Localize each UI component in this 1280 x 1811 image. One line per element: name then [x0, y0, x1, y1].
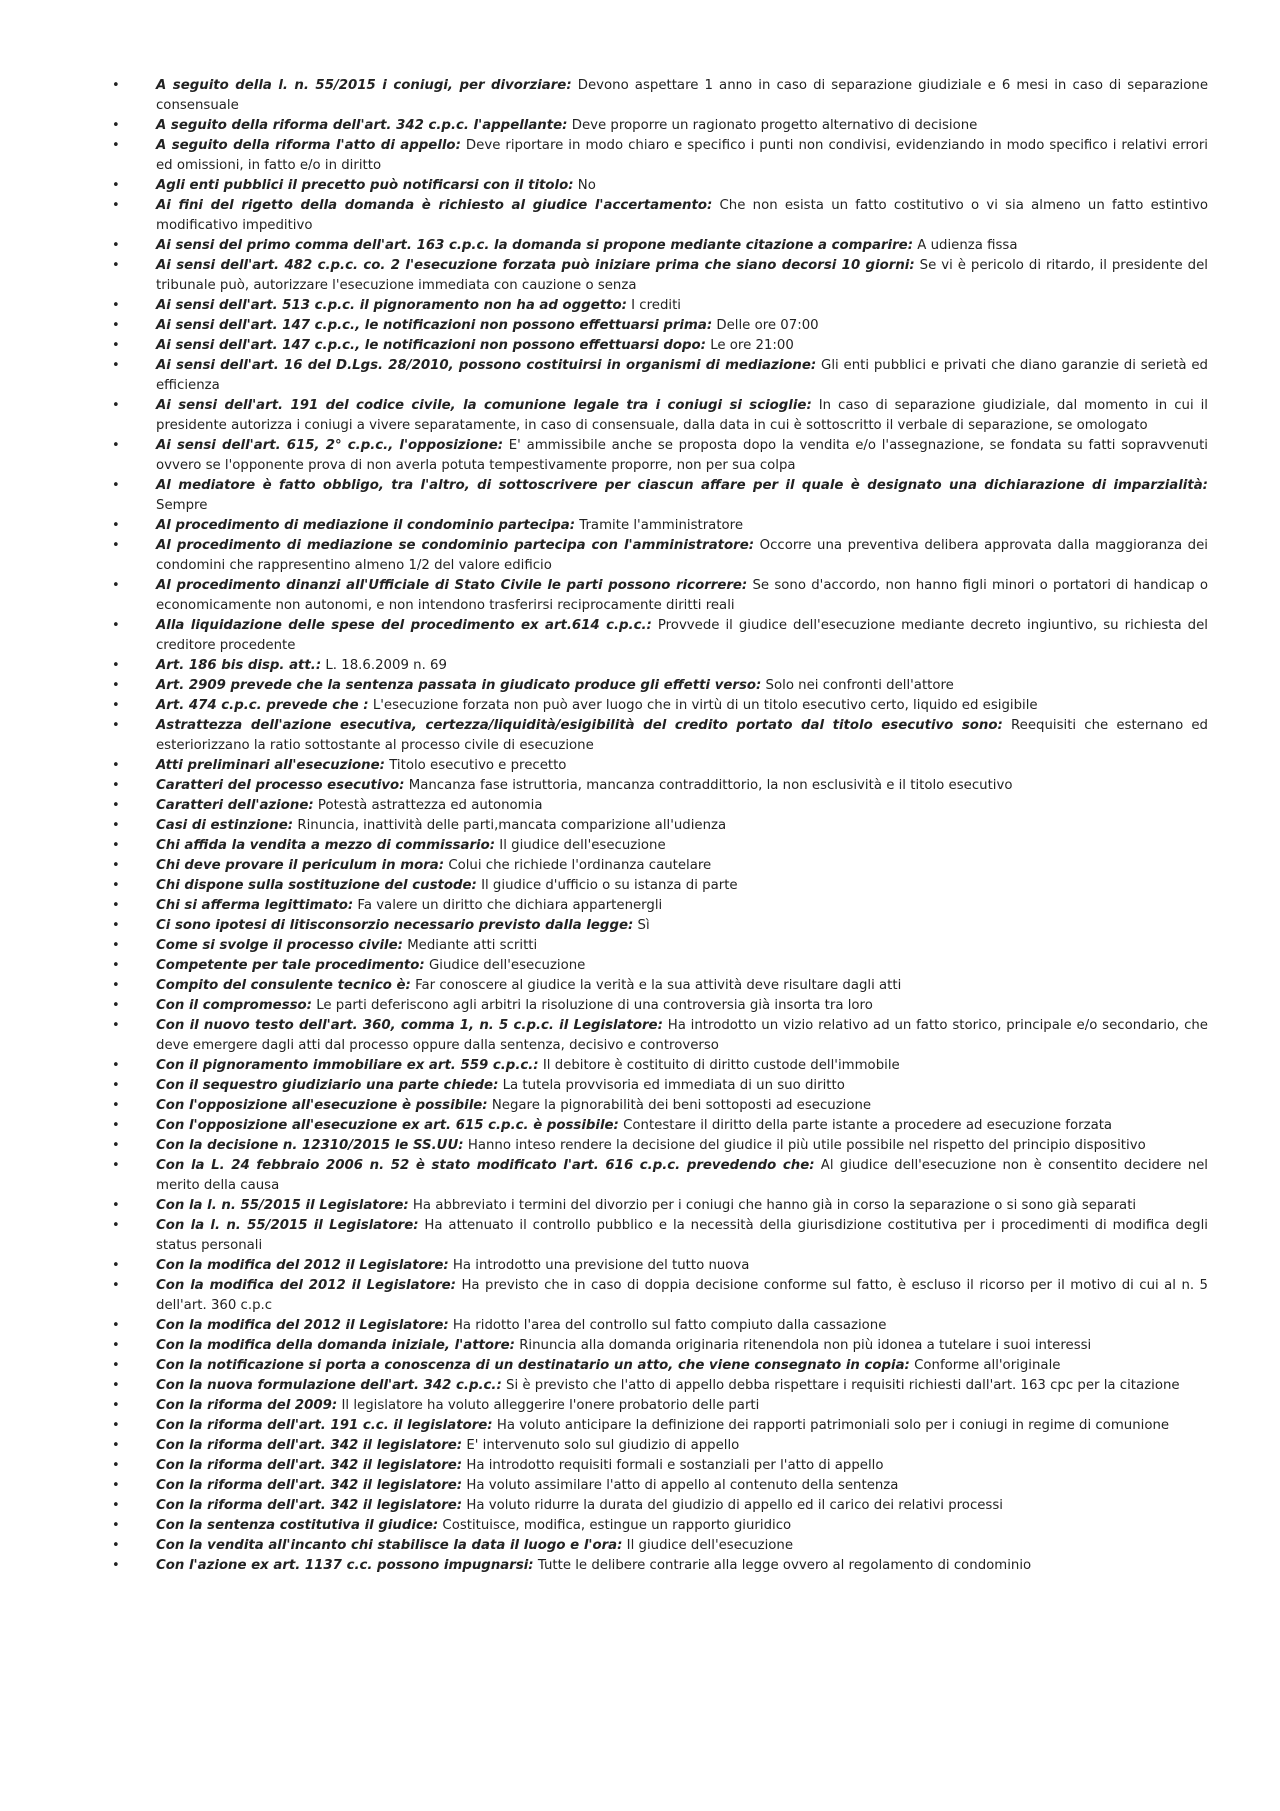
question-text: A seguito della riforma l'atto di appello:	[156, 138, 461, 153]
answer-text: Ha introdotto requisiti formali e sostanziali per l'atto di appello	[466, 1458, 884, 1473]
question-text: Ai sensi dell'art. 191 del codice civile, la comunione legale tra i coniugi si scioglie:	[156, 398, 812, 413]
question-text: Al procedimento di mediazione se condominio partecipa con l'amministratore:	[156, 538, 755, 553]
qa-item	[112, 1496, 1208, 1516]
answer-text: Far conoscere al giudice la verità e la sua attività deve risultare dagli atti	[415, 978, 902, 993]
answer-text: Ha introdotto una previsione del tutto nuova	[452, 1258, 750, 1273]
bullet-icon: •	[112, 998, 120, 1013]
answer-text: Fa valere un diritto che dichiara appartenergli	[357, 898, 663, 913]
qa-list	[112, 76, 1208, 1576]
answer-text: Sì	[637, 918, 650, 933]
answer-text: Ha voluto assimilare l'atto di appello al contenuto della sentenza	[466, 1478, 899, 1493]
question-text: Caratteri del processo esecutivo:	[156, 778, 405, 793]
question-text: Astrattezza dell'azione esecutiva, certezza/liquidità/esigibilità del credito portato dal titolo esecutivo sono:	[156, 718, 1003, 733]
question-text: Art. 474 c.p.c. prevede che :	[156, 698, 369, 713]
bullet-icon: •	[112, 538, 120, 553]
question-text: Con l'azione ex art. 1137 c.c. possono impugnarsi:	[156, 1558, 534, 1573]
bullet-icon: •	[112, 718, 120, 733]
qa-item	[112, 1136, 1208, 1156]
answer-text: No	[577, 178, 596, 193]
qa-item	[112, 1076, 1208, 1096]
answer-text: Rinuncia, inattività delle parti,mancata comparizione all'udienza	[297, 818, 727, 833]
bullet-icon: •	[112, 258, 120, 273]
bullet-icon: •	[112, 698, 120, 713]
qa-item	[112, 1196, 1208, 1216]
answer-text: Ha ridotto l'area del controllo sul fatto compiuto dalla cassazione	[452, 1318, 887, 1333]
bullet-icon: •	[112, 1558, 120, 1573]
question-text: Ai sensi dell'art. 147 c.p.c., le notificazioni non possono effettuarsi prima:	[156, 318, 713, 333]
answer-text: Gli enti pubblici e privati che diano garanzie di serietà ed efficienza	[156, 358, 1208, 393]
bullet-icon: •	[112, 578, 120, 593]
bullet-icon: •	[112, 938, 120, 953]
qa-item	[112, 1096, 1208, 1116]
answer-text: Sempre	[156, 498, 208, 513]
qa-item	[112, 236, 1208, 256]
answer-text: A udienza fissa	[917, 238, 1018, 253]
question-text: Ai sensi dell'art. 16 del D.Lgs. 28/2010, possono costituirsi in organismi di mediazione:	[156, 358, 817, 373]
question-text: Con la modifica del 2012 il Legislatore:	[156, 1318, 449, 1333]
question-text: Con la l. n. 55/2015 il Legislatore:	[156, 1198, 409, 1213]
answer-text: Se vi è pericolo di ritardo, il presidente del tribunale può, autorizzare l'esecuzione immediata con cauzione o senza	[156, 258, 1208, 293]
bullet-icon: •	[112, 1018, 120, 1033]
question-text: Con la modifica del 2012 il Legislatore:	[156, 1278, 456, 1293]
answer-text: Ha voluto ridurre la durata del giudizio di appello ed il carico dei relativi processi	[466, 1498, 1003, 1513]
bullet-icon: •	[112, 1158, 120, 1173]
qa-item	[112, 576, 1208, 616]
answer-text: Contestare il diritto della parte istante a procedere ad esecuzione forzata	[623, 1118, 1113, 1133]
bullet-icon: •	[112, 1078, 120, 1093]
bullet-icon: •	[112, 298, 120, 313]
bullet-icon: •	[112, 198, 120, 213]
qa-item	[112, 776, 1208, 796]
bullet-icon: •	[112, 1278, 120, 1293]
answer-text: Delle ore 07:00	[716, 318, 819, 333]
bullet-icon: •	[112, 438, 120, 453]
answer-text: Ha previsto che in caso di doppia decisione conforme sul fatto, è escluso il ricorso per il motivo di cui al n. 5 dell'art. 360 c.p.c	[156, 1278, 1209, 1313]
qa-item	[112, 1536, 1208, 1556]
answer-text: Al giudice dell'esecuzione non è consentito decidere nel merito della causa	[156, 1158, 1208, 1193]
answer-text: Giudice dell'esecuzione	[428, 958, 586, 973]
question-text: Ai sensi del primo comma dell'art. 163 c.p.c. la domanda si propone mediante citazione a comparire:	[156, 238, 914, 253]
answer-text: Se sono d'accordo, non hanno figli minori o portatori di handicap o economicamente non autonomi, e non intendono trasferirsi reciprocamente diritti reali	[156, 578, 1208, 613]
qa-item	[112, 1456, 1208, 1476]
answer-text: Le parti deferiscono agli arbitri la risoluzione di una controversia già insorta tra loro	[316, 998, 873, 1013]
question-text: Con la riforma dell'art. 342 il legislatore:	[156, 1438, 463, 1453]
answer-text: In caso di separazione giudiziale, dal momento in cui il presidente autorizza i coniugi a vivere separatamente, in caso di consensuale, dalla data in cui è sottoscritto il verbale di separazione, se omologato	[156, 398, 1208, 433]
question-text: Con la riforma dell'art. 191 c.c. il legislatore:	[156, 1418, 493, 1433]
qa-item	[112, 1316, 1208, 1336]
qa-item	[112, 956, 1208, 976]
answer-text: Solo nei confronti dell'attore	[765, 678, 954, 693]
question-text: Atti preliminari all'esecuzione:	[156, 758, 385, 773]
answer-text: I crediti	[631, 298, 681, 313]
question-text: Competente per tale procedimento:	[156, 958, 425, 973]
qa-item	[112, 836, 1208, 856]
question-text: Con l'opposizione all'esecuzione è possibile:	[156, 1098, 488, 1113]
question-text: Alla liquidazione delle spese del procedimento ex art.614 c.p.c.:	[156, 618, 652, 633]
qa-item	[112, 356, 1208, 396]
bullet-icon: •	[112, 398, 120, 413]
answer-text: Reequisiti che esternano ed esteriorizzano la ratio sottostante al processo civile di esecuzione	[156, 718, 1209, 753]
question-text: A seguito della l. n. 55/2015 i coniugi, per divorziare:	[156, 78, 572, 93]
qa-item	[112, 1156, 1208, 1196]
bullet-icon: •	[112, 658, 120, 673]
bullet-icon: •	[112, 1258, 120, 1273]
answer-text: Devono aspettare 1 anno in caso di separazione giudiziale e 6 mesi in caso di separazione consensuale	[156, 78, 1208, 113]
question-text: Compito del consulente tecnico è:	[156, 978, 411, 993]
qa-item	[112, 936, 1208, 956]
answer-text: Tutte le delibere contrarie alla legge ovvero al regolamento di condominio	[537, 1558, 1032, 1573]
bullet-icon: •	[112, 838, 120, 853]
bullet-icon: •	[112, 358, 120, 373]
answer-text: Rinuncia alla domanda originaria ritenendola non più idonea a tutelare i suoi interessi	[519, 1338, 1092, 1353]
bullet-icon: •	[112, 1198, 120, 1213]
qa-item	[112, 436, 1208, 476]
bullet-icon: •	[112, 1498, 120, 1513]
bullet-icon: •	[112, 1538, 120, 1553]
question-text: A seguito della riforma dell'art. 342 c.p.c. l'appellante:	[156, 118, 568, 133]
question-text: Art. 2909 prevede che la sentenza passata in giudicato produce gli effetti verso:	[156, 678, 762, 693]
answer-text: Colui che richiede l'ordinanza cautelare	[448, 858, 712, 873]
qa-item	[112, 1376, 1208, 1396]
qa-item	[112, 756, 1208, 776]
answer-text: Ha introdotto un vizio relativo ad un fatto storico, principale e/o secondario, che deve emergere dagli atti dal processo oppure dalla sentenza, decisivo e controverso	[156, 1018, 1208, 1053]
question-text: Chi dispone sulla sostituzione del custode:	[156, 878, 477, 893]
question-text: Con la nuova formulazione dell'art. 342 c.p.c.:	[156, 1378, 502, 1393]
qa-item	[112, 1356, 1208, 1376]
question-text: Ci sono ipotesi di litisconsorzio necessario previsto dalla legge:	[156, 918, 634, 933]
question-text: Con la vendita all'incanto chi stabilisce la data il luogo e l'ora:	[156, 1538, 623, 1553]
question-text: Chi deve provare il periculum in mora:	[156, 858, 445, 873]
bullet-icon: •	[112, 878, 120, 893]
answer-text: Costituisce, modifica, estingue un rapporto giuridico	[442, 1518, 792, 1533]
question-text: Caratteri dell'azione:	[156, 798, 314, 813]
qa-item	[112, 1396, 1208, 1416]
answer-text: Il giudice d'ufficio o su istanza di parte	[481, 878, 738, 893]
question-text: Con la modifica della domanda iniziale, l'attore:	[156, 1338, 515, 1353]
qa-item	[112, 536, 1208, 576]
question-text: Ai fini del rigetto della domanda è richiesto al giudice l'accertamento:	[156, 198, 713, 213]
question-text: Come si svolge il processo civile:	[156, 938, 403, 953]
qa-item	[112, 896, 1208, 916]
question-text: Con la L. 24 febbraio 2006 n. 52 è stato modificato l'art. 616 c.p.c. prevedendo che:	[156, 1158, 815, 1173]
answer-text: Tramite l'amministratore	[579, 518, 744, 533]
qa-item	[112, 1016, 1208, 1056]
answer-text: Occorre una preventiva delibera approvata dalla maggioranza dei condomini che rappresentino almeno 1/2 del valore edificio	[156, 538, 1208, 573]
answer-text: E' intervenuto solo sul giudizio di appello	[466, 1438, 740, 1453]
qa-item	[112, 136, 1208, 176]
bullet-icon: •	[112, 858, 120, 873]
answer-text: Negare la pignorabilità dei beni sottoposti ad esecuzione	[491, 1098, 872, 1113]
qa-item	[112, 296, 1208, 316]
qa-item	[112, 856, 1208, 876]
qa-item	[112, 1056, 1208, 1076]
answer-text: Hanno inteso rendere la decisione del giudice il più utile possibile nel rispetto del principio dispositivo	[467, 1138, 1146, 1153]
bullet-icon: •	[112, 1098, 120, 1113]
question-text: Con la modifica del 2012 il Legislatore:	[156, 1258, 449, 1273]
question-text: Con il nuovo testo dell'art. 360, comma 1, n. 5 c.p.c. il Legislatore:	[156, 1018, 663, 1033]
qa-item	[112, 1336, 1208, 1356]
answer-text: Mediante atti scritti	[407, 938, 538, 953]
answer-text: Mancanza fase istruttoria, mancanza contraddittorio, la non esclusività e il titolo esecutivo	[408, 778, 1013, 793]
answer-text: Si è previsto che l'atto di appello debba rispettare i requisiti richiesti dall'art. 163 cpc per la citazione	[506, 1378, 1180, 1393]
qa-item	[112, 1516, 1208, 1536]
question-text: Chi affida la vendita a mezzo di commissario:	[156, 838, 496, 853]
answer-text: Conforme all'originale	[914, 1358, 1061, 1373]
bullet-icon: •	[112, 1358, 120, 1373]
answer-text: Ha attenuato il controllo pubblico e la necessità della giurisdizione costitutiva per i procedimenti di modifica degli status personali	[156, 1218, 1208, 1253]
bullet-icon: •	[112, 958, 120, 973]
bullet-icon: •	[112, 798, 120, 813]
answer-text: Ha voluto anticipare la definizione dei rapporti patrimoniali solo per i coniugi in regime di comunione	[496, 1418, 1170, 1433]
qa-item	[112, 1256, 1208, 1276]
bullet-icon: •	[112, 338, 120, 353]
question-text: Con il compromesso:	[156, 998, 312, 1013]
bullet-icon: •	[112, 1418, 120, 1433]
answer-text: Le ore 21:00	[710, 338, 794, 353]
qa-item	[112, 316, 1208, 336]
qa-item	[112, 116, 1208, 136]
question-text: Casi di estinzione:	[156, 818, 294, 833]
bullet-icon: •	[112, 1318, 120, 1333]
answer-text: Il giudice dell'esecuzione	[499, 838, 666, 853]
answer-text: La tutela provvisoria ed immediata di un suo diritto	[502, 1078, 845, 1093]
qa-item	[112, 196, 1208, 236]
question-text: Con la riforma del 2009:	[156, 1398, 338, 1413]
question-text: Al procedimento dinanzi all'Ufficiale di Stato Civile le parti possono ricorrere:	[156, 578, 748, 593]
bullet-icon: •	[112, 318, 120, 333]
bullet-icon: •	[112, 1338, 120, 1353]
answer-text: Deve proporre un ragionato progetto alternativo di decisione	[571, 118, 978, 133]
bullet-icon: •	[112, 1058, 120, 1073]
question-text: Con la decisione n. 12310/2015 le SS.UU:	[156, 1138, 464, 1153]
qa-item	[112, 616, 1208, 656]
bullet-icon: •	[112, 818, 120, 833]
qa-item	[112, 1556, 1208, 1576]
question-text: Ai sensi dell'art. 513 c.p.c. il pignoramento non ha ad oggetto:	[156, 298, 627, 313]
question-text: Ai sensi dell'art. 482 c.p.c. co. 2 l'esecuzione forzata può iniziare prima che siano decorsi 10 giorni:	[156, 258, 915, 273]
question-text: Al procedimento di mediazione il condominio partecipa:	[156, 518, 576, 533]
question-text: Con la riforma dell'art. 342 il legislatore:	[156, 1478, 463, 1493]
answer-text: L'esecuzione forzata non può aver luogo che in virtù di un titolo esecutivo certo, liquido ed esigibile	[372, 698, 1038, 713]
bullet-icon: •	[112, 898, 120, 913]
answer-text: E' ammissibile anche se proposta dopo la vendita e/o l'assegnazione, se fondata su fatti sopravvenuti ovvero se l'opponente prova di non averla potuta tempestivamente proporre, non per sua colpa	[156, 438, 1208, 473]
answer-text: Il giudice dell'esecuzione	[626, 1538, 794, 1553]
bullet-icon: •	[112, 478, 120, 493]
qa-item	[112, 336, 1208, 356]
question-text: Agli enti pubblici il precetto può notificarsi con il titolo:	[156, 178, 574, 193]
question-text: Con la notificazione si porta a conoscenza di un destinatario un atto, che viene consegnato in copia:	[156, 1358, 910, 1373]
question-text: Con la riforma dell'art. 342 il legislatore:	[156, 1458, 463, 1473]
answer-text: Ha abbreviato i termini del divorzio per i coniugi che hanno già in corso la separazione o si sono già separati	[412, 1198, 1137, 1213]
qa-item	[112, 516, 1208, 536]
bullet-icon: •	[112, 1378, 120, 1393]
question-text: Art. 186 bis disp. att.:	[156, 658, 322, 673]
answer-text: Deve riportare in modo chiaro e specifico i punti non condivisi, evidenziando in modo specifico i relativi errori ed omissioni, in fatto e/o in diritto	[156, 138, 1208, 173]
bullet-icon: •	[112, 618, 120, 633]
bullet-icon: •	[112, 1138, 120, 1153]
answer-text: Che non esista un fatto costitutivo o vi sia almeno un fatto estintivo modificativo impeditivo	[156, 198, 1208, 233]
qa-item	[112, 396, 1208, 436]
qa-item	[112, 1476, 1208, 1496]
answer-text: Provvede il giudice dell'esecuzione mediante decreto ingiuntivo, su richiesta del creditore procedente	[156, 618, 1208, 653]
bullet-icon: •	[112, 1118, 120, 1133]
qa-item	[112, 176, 1208, 196]
bullet-icon: •	[112, 518, 120, 533]
bullet-icon: •	[112, 678, 120, 693]
answer-text: Potestà astrattezza ed autonomia	[317, 798, 543, 813]
qa-item	[112, 1216, 1208, 1256]
question-text: Con l'opposizione all'esecuzione ex art. 615 c.p.c. è possibile:	[156, 1118, 619, 1133]
qa-item	[112, 796, 1208, 816]
bullet-icon: •	[112, 758, 120, 773]
question-text: Chi si afferma legittimato:	[156, 898, 354, 913]
answer-text: L. 18.6.2009 n. 69	[325, 658, 447, 673]
qa-item	[112, 256, 1208, 296]
question-text: Al mediatore è fatto obbligo, tra l'altro, di sottoscrivere per ciascun affare per il quale è designato una dichiarazione di imparzialità:	[156, 478, 1208, 493]
qa-item	[112, 76, 1208, 116]
bullet-icon: •	[112, 918, 120, 933]
question-text: Con il sequestro giudiziario una parte chiede:	[156, 1078, 499, 1093]
bullet-icon: •	[112, 778, 120, 793]
bullet-icon: •	[112, 238, 120, 253]
qa-item	[112, 1116, 1208, 1136]
answer-text: Il legislatore ha voluto alleggerire l'onere probatorio delle parti	[341, 1398, 760, 1413]
bullet-icon: •	[112, 178, 120, 193]
qa-item	[112, 876, 1208, 896]
qa-item	[112, 996, 1208, 1016]
qa-item	[112, 656, 1208, 676]
bullet-icon: •	[112, 1438, 120, 1453]
bullet-icon: •	[112, 138, 120, 153]
qa-item	[112, 476, 1208, 516]
question-text: Ai sensi dell'art. 615, 2° c.p.c., l'opposizione:	[156, 438, 504, 453]
question-text: Con la l. n. 55/2015 il Legislatore:	[156, 1218, 419, 1233]
qa-item	[112, 816, 1208, 836]
qa-item	[112, 676, 1208, 696]
bullet-icon: •	[112, 1518, 120, 1533]
bullet-icon: •	[112, 1458, 120, 1473]
qa-item	[112, 716, 1208, 756]
answer-text: Titolo esecutivo e precetto	[389, 758, 567, 773]
qa-item	[112, 1416, 1208, 1436]
qa-item	[112, 1276, 1208, 1316]
question-text: Ai sensi dell'art. 147 c.p.c., le notificazioni non possono effettuarsi dopo:	[156, 338, 706, 353]
bullet-icon: •	[112, 1478, 120, 1493]
answer-text: Il debitore è costituito di diritto custode dell'immobile	[542, 1058, 900, 1073]
question-text: Con la riforma dell'art. 342 il legislatore:	[156, 1498, 463, 1513]
bullet-icon: •	[112, 78, 120, 93]
question-text: Con il pignoramento immobiliare ex art. 559 c.p.c.:	[156, 1058, 539, 1073]
qa-item	[112, 696, 1208, 716]
question-text: Con la sentenza costitutiva il giudice:	[156, 1518, 439, 1533]
qa-item	[112, 1436, 1208, 1456]
bullet-icon: •	[112, 1218, 120, 1233]
bullet-icon: •	[112, 118, 120, 133]
bullet-icon: •	[112, 1398, 120, 1413]
qa-item	[112, 916, 1208, 936]
qa-item	[112, 976, 1208, 996]
bullet-icon: •	[112, 978, 120, 993]
